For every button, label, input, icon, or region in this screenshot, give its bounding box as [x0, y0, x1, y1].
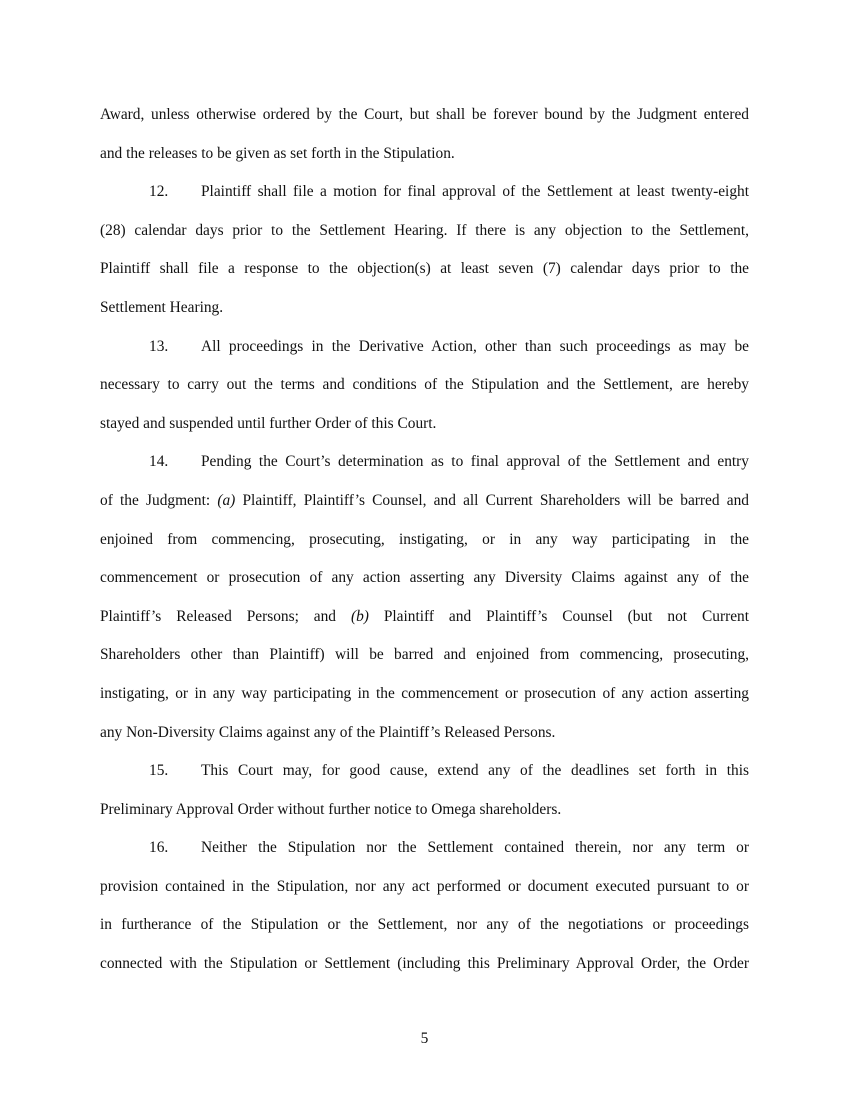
paragraph-12: [100, 173, 749, 327]
text-run: This Court may, for good cause, extend any of the deadlines set forth in this: [201, 762, 749, 780]
text-line: Plaintiff shall file a response to the objection(s) at least seven (7) calendar days prior to the: [100, 260, 749, 278]
paragraph-14: [100, 443, 749, 752]
text-line: (28) calendar days prior to the Settlement Hearing. If there is any objection to the Settlement,: [100, 221, 749, 239]
paragraph-16: [100, 829, 749, 983]
paragraph-15: [100, 752, 749, 829]
text-line: [100, 598, 749, 637]
text-line: any Non-Diversity Claims against any of the Plaintiff’s Released Persons.: [100, 723, 556, 741]
text-line: connected with the Stipulation or Settlement (including this Preliminary Approval Order, the Order: [100, 955, 749, 973]
text-line: [100, 829, 749, 868]
paragraph-continuation: [100, 96, 749, 173]
paragraph-number: 16.: [149, 839, 169, 857]
text-line: commencement or prosecution of any action asserting any Diversity Claims against any of the: [100, 569, 749, 587]
text-line: provision contained in the Stipulation, nor any act performed or document executed pursuant to or: [100, 877, 749, 895]
text-line: [100, 752, 749, 791]
text-line: [100, 173, 749, 212]
text-line: enjoined from commencing, prosecuting, instigating, or in any way participating in the: [100, 530, 749, 548]
text-run: Neither the Stipulation nor the Settlement contained therein, nor any term or: [201, 839, 749, 857]
text-run: Plaintiff’s Released Persons; and: [100, 607, 351, 625]
text-line: stayed and suspended until further Order of this Court.: [100, 414, 437, 432]
text-line: in furtherance of the Stipulation or the Settlement, nor any of the negotiations or proceedings: [100, 916, 749, 934]
text-line: Settlement Hearing.: [100, 298, 224, 316]
text-line: instigating, or in any way participating in the commencement or prosecution of any action asserting: [100, 684, 749, 702]
text-run: All proceedings in the Derivative Action, other than such proceedings as may be: [201, 337, 749, 355]
paragraph-number: 13.: [149, 337, 169, 355]
text-line: [100, 443, 749, 482]
paragraph-13: [100, 328, 749, 444]
text-line: Award, unless otherwise ordered by the Court, but shall be forever bound by the Judgment entered: [100, 106, 749, 123]
text-line: [100, 328, 749, 367]
paragraph-number: 12.: [149, 183, 169, 201]
text-run: Plaintiff, Plaintiff’s Counsel, and all Current Shareholders will be barred and: [235, 491, 749, 509]
paragraph-number: 14.: [149, 453, 169, 471]
text-run: Plaintiff and Plaintiff’s Counsel (but not Current: [368, 607, 749, 625]
text-run: of the Judgment:: [100, 491, 218, 509]
text-run: Plaintiff shall file a motion for final approval of the Settlement at least twenty-eight: [201, 183, 749, 201]
paragraph-number: 15.: [149, 762, 169, 780]
document-body: [100, 96, 749, 984]
text-line: Preliminary Approval Order without further notice to Omega shareholders.: [100, 800, 562, 818]
text-line: Shareholders other than Plaintiff) will be barred and enjoined from commencing, prosecuting,: [100, 646, 749, 664]
text-line: [100, 482, 749, 521]
italic-clause-marker: (b): [350, 607, 369, 625]
text-run: Pending the Court’s determination as to final approval of the Settlement and entry: [201, 453, 749, 471]
italic-clause-marker: (a): [217, 491, 236, 509]
text-line: and the releases to be given as set forth in the Stipulation.: [100, 144, 455, 162]
text-line: necessary to carry out the terms and conditions of the Stipulation and the Settlement, are hereby: [100, 376, 749, 394]
page-number: 5: [420, 1030, 429, 1047]
